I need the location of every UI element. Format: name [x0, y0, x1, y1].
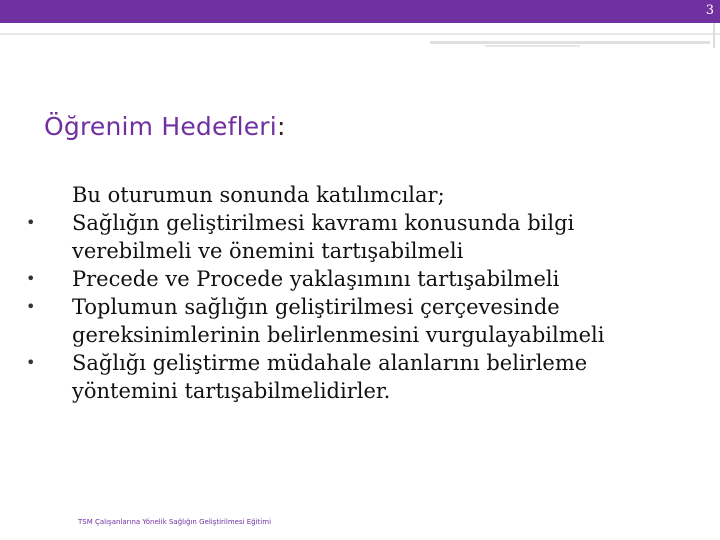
top-accent-bar: [0, 0, 720, 23]
footer-text: TSM Çalışanlarına Yönelik Sağlığın Geliştirilmesi Eğitimi: [78, 518, 272, 526]
bullet-text: Toplumun sağlığın geliştirilmesi çerçevesinde gereksinimlerinin belirlenmesini vurgulayabilmeli: [72, 295, 605, 347]
slide-title: [44, 112, 286, 141]
bullet-icon: •: [26, 353, 36, 372]
decorative-line: [0, 33, 720, 35]
bullet-icon: •: [26, 269, 36, 288]
bullet-icon: •: [26, 297, 36, 316]
decorative-line: [430, 41, 710, 44]
bullet-icon: •: [26, 213, 36, 232]
bullet-text: Sağlığı geliştirme müdahale alanlarını belirleme yöntemini tartışabilmelidirler.: [72, 351, 588, 403]
bullet-text: Precede ve Procede yaklaşımını tartışabilmeli: [72, 267, 560, 291]
list-item: [24, 265, 684, 293]
decorative-line: [713, 23, 715, 48]
list-item: [24, 209, 684, 265]
slide-title-text: Öğrenim Hedefleri: [44, 112, 277, 141]
slide-title-colon: :: [276, 112, 286, 141]
bullet-text: Sağlığın geliştirilmesi kavramı konusunda bilgi verebilmeli ve önemini tartışabilmeli: [72, 211, 575, 263]
decorative-line: [485, 45, 580, 47]
bullet-list: [24, 209, 684, 405]
list-item: [24, 349, 684, 405]
page-number: 3: [705, 3, 714, 18]
slide-body: [24, 181, 684, 405]
intro-text: Bu oturumun sonunda katılımcılar;: [72, 183, 445, 207]
list-item: [24, 293, 684, 349]
